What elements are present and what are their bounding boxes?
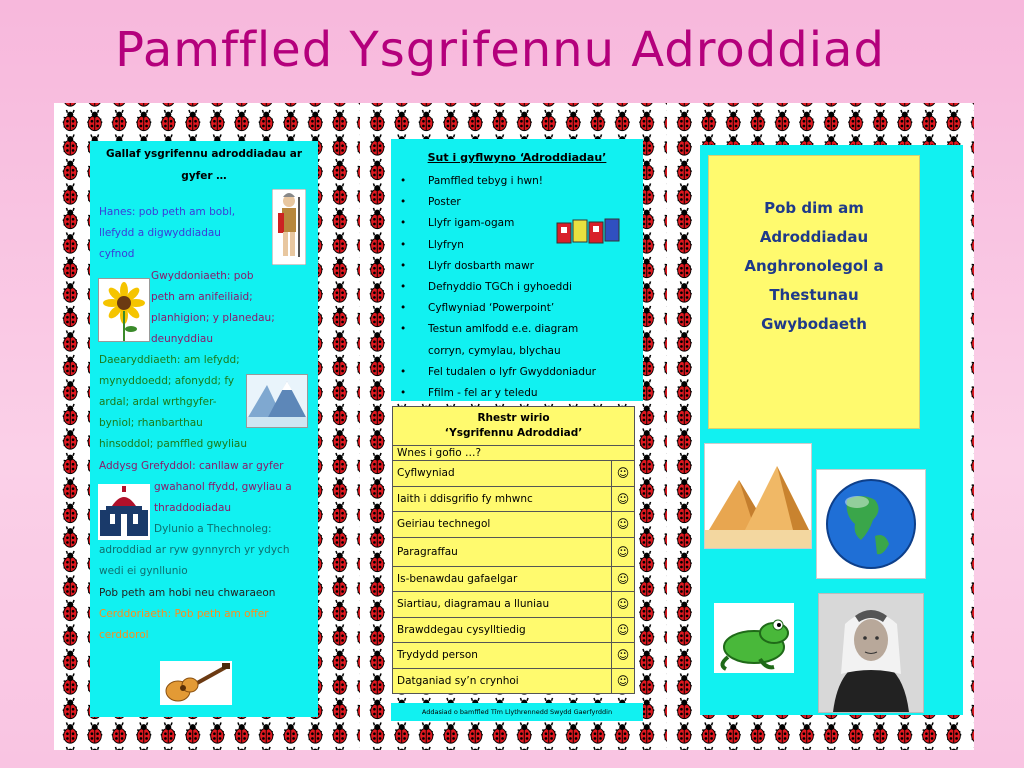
geography-line: ardal; ardal wrthgyfer- bbox=[99, 396, 217, 408]
geography-line: hinsoddol; pamffled gwyliau bbox=[99, 438, 247, 450]
list-item: • Poster bbox=[391, 192, 643, 213]
slide-title: Pamffled Ysgrifennu Adroddiad bbox=[115, 22, 885, 78]
table-row bbox=[393, 592, 635, 618]
dt-line: wedi ei gynllunio bbox=[99, 565, 188, 577]
cover-line: Thestunau bbox=[769, 286, 859, 304]
list-item: • Llyfr dosbarth mawr bbox=[391, 256, 643, 277]
checklist-item: Datganiad sy’n crynhoi bbox=[393, 668, 612, 694]
science-line: Gwyddoniaeth: pob bbox=[151, 270, 254, 282]
science-line: planhigion; y planedau; bbox=[151, 312, 275, 324]
re-line: Addysg Grefyddol: canllaw ar gyfer bbox=[99, 460, 284, 472]
table-row bbox=[393, 461, 635, 487]
sunflower-image bbox=[98, 278, 150, 342]
list-item: • Pamffled tebyg i hwn! bbox=[391, 171, 643, 192]
list-item: • Llyfr igam-ogam bbox=[391, 213, 643, 234]
checklist-item: Paragraffau bbox=[393, 537, 612, 566]
cover-line: Anghronolegol a bbox=[744, 257, 884, 275]
booklet-image bbox=[555, 217, 623, 247]
list-item: • Llyfryn bbox=[391, 235, 643, 256]
checklist-item: Trydydd person bbox=[393, 643, 612, 669]
table-row bbox=[393, 643, 635, 669]
re-line: thraddodiadau bbox=[154, 502, 232, 514]
smiley-icon: ☺ bbox=[612, 537, 635, 566]
list-item: • Fel tudalen o lyfr Gwyddoniadur bbox=[391, 362, 643, 383]
checklist-title: Rhestr wirio bbox=[477, 412, 550, 424]
roman-soldier-image bbox=[272, 189, 306, 265]
cover-line: Pob dim am bbox=[764, 199, 864, 217]
globe-image bbox=[816, 469, 926, 579]
list-item: • Defnyddio TGCh i gyhoeddi bbox=[391, 277, 643, 298]
checklist-item: Cyflwyniad bbox=[393, 461, 612, 487]
checklist-item: Brawddegau cysylltiedig bbox=[393, 617, 612, 643]
presentation-box bbox=[391, 139, 643, 401]
music-line: cerddorol bbox=[99, 629, 149, 641]
table-row bbox=[393, 668, 635, 694]
right-panel bbox=[668, 103, 974, 750]
smiley-icon: ☺ bbox=[612, 461, 635, 487]
pyramids-image bbox=[704, 443, 812, 549]
presentation-list bbox=[391, 171, 643, 401]
checklist-item: Is-benawdau gafaelgar bbox=[393, 566, 612, 592]
presentation-heading: Sut i gyflwyno ‘Adroddiadau’ bbox=[427, 151, 607, 164]
left-panel bbox=[54, 103, 360, 750]
re-line: gwahanol ffydd, gwyliau a bbox=[154, 481, 292, 493]
table-row bbox=[393, 512, 635, 538]
hobby-line: Pob peth am hobi neu chwaraeon bbox=[99, 587, 276, 599]
smiley-icon: ☺ bbox=[612, 566, 635, 592]
geography-line: mynyddoedd; afonydd; fy bbox=[99, 375, 235, 387]
checklist-table bbox=[392, 406, 635, 694]
frog-image bbox=[714, 603, 794, 673]
checklist-title: ‘Ysgrifennu Adroddiad’ bbox=[444, 427, 583, 439]
history-line: Hanes: pob peth am bobl, bbox=[99, 206, 236, 218]
portrait-image bbox=[818, 593, 924, 713]
list-item: • Ffilm - fel ar y teledu bbox=[391, 383, 643, 401]
smiley-icon: ☺ bbox=[612, 643, 635, 669]
right-panel-content bbox=[700, 145, 963, 715]
dt-line: Dylunio a Thechnoleg: bbox=[154, 523, 272, 535]
heading-line: gyfer … bbox=[181, 170, 227, 182]
checklist-heading bbox=[393, 407, 635, 446]
credit-line: Addasiad o bamffled Tîm Llythrennedd Swydd Gaerfyrddin bbox=[391, 703, 643, 721]
music-line: Cerddoriaeth: Pob peth am offer bbox=[99, 608, 269, 620]
dt-line: adroddiad ar ryw gynnyrch yr ydych bbox=[99, 544, 290, 556]
mountain-image bbox=[246, 374, 308, 428]
science-line: peth am anifeiliaid; bbox=[151, 291, 253, 303]
temple-image bbox=[98, 484, 150, 540]
guitar-image bbox=[160, 661, 232, 705]
checklist-item: Iaith i ddisgrifio fy mhwnc bbox=[393, 486, 612, 512]
geography-line: byniol; rhanbarthau bbox=[99, 417, 203, 429]
list-item: • Testun amlfodd e.e. diagram bbox=[391, 319, 643, 340]
list-item: • Cyflwyniad ‘Powerpoint’ bbox=[391, 298, 643, 319]
smiley-icon: ☺ bbox=[612, 617, 635, 643]
table-row bbox=[393, 566, 635, 592]
smiley-icon: ☺ bbox=[612, 592, 635, 618]
cover-line: Adroddiadau bbox=[759, 228, 869, 246]
list-item-continuation: corryn, cymylau, blychau bbox=[428, 344, 561, 357]
checklist-item: Geiriau technegol bbox=[393, 512, 612, 538]
table-row bbox=[393, 486, 635, 512]
table-row bbox=[393, 617, 635, 643]
history-line: cyfnod bbox=[99, 248, 135, 260]
cover-box bbox=[708, 155, 920, 429]
smiley-icon: ☺ bbox=[612, 668, 635, 694]
cover-line: Gwybodaeth bbox=[761, 315, 867, 333]
heading-line: Gallaf ysgrifennu adroddiadau ar bbox=[105, 148, 303, 160]
history-line: llefydd a digwyddiadau bbox=[99, 227, 221, 239]
table-row bbox=[393, 537, 635, 566]
smiley-icon: ☺ bbox=[612, 486, 635, 512]
smiley-icon: ☺ bbox=[612, 512, 635, 538]
left-panel-content bbox=[90, 141, 318, 717]
pamphlet-sheet bbox=[54, 103, 974, 750]
checklist-intro: Wnes i gofio …? bbox=[393, 446, 635, 461]
geography-line: Daearyddiaeth: am lefydd; bbox=[99, 354, 240, 366]
science-line: deunyddiau bbox=[151, 333, 213, 345]
left-panel-heading bbox=[90, 143, 318, 187]
middle-panel bbox=[361, 103, 667, 750]
checklist-item: Siartiau, diagramau a lluniau bbox=[393, 592, 612, 618]
